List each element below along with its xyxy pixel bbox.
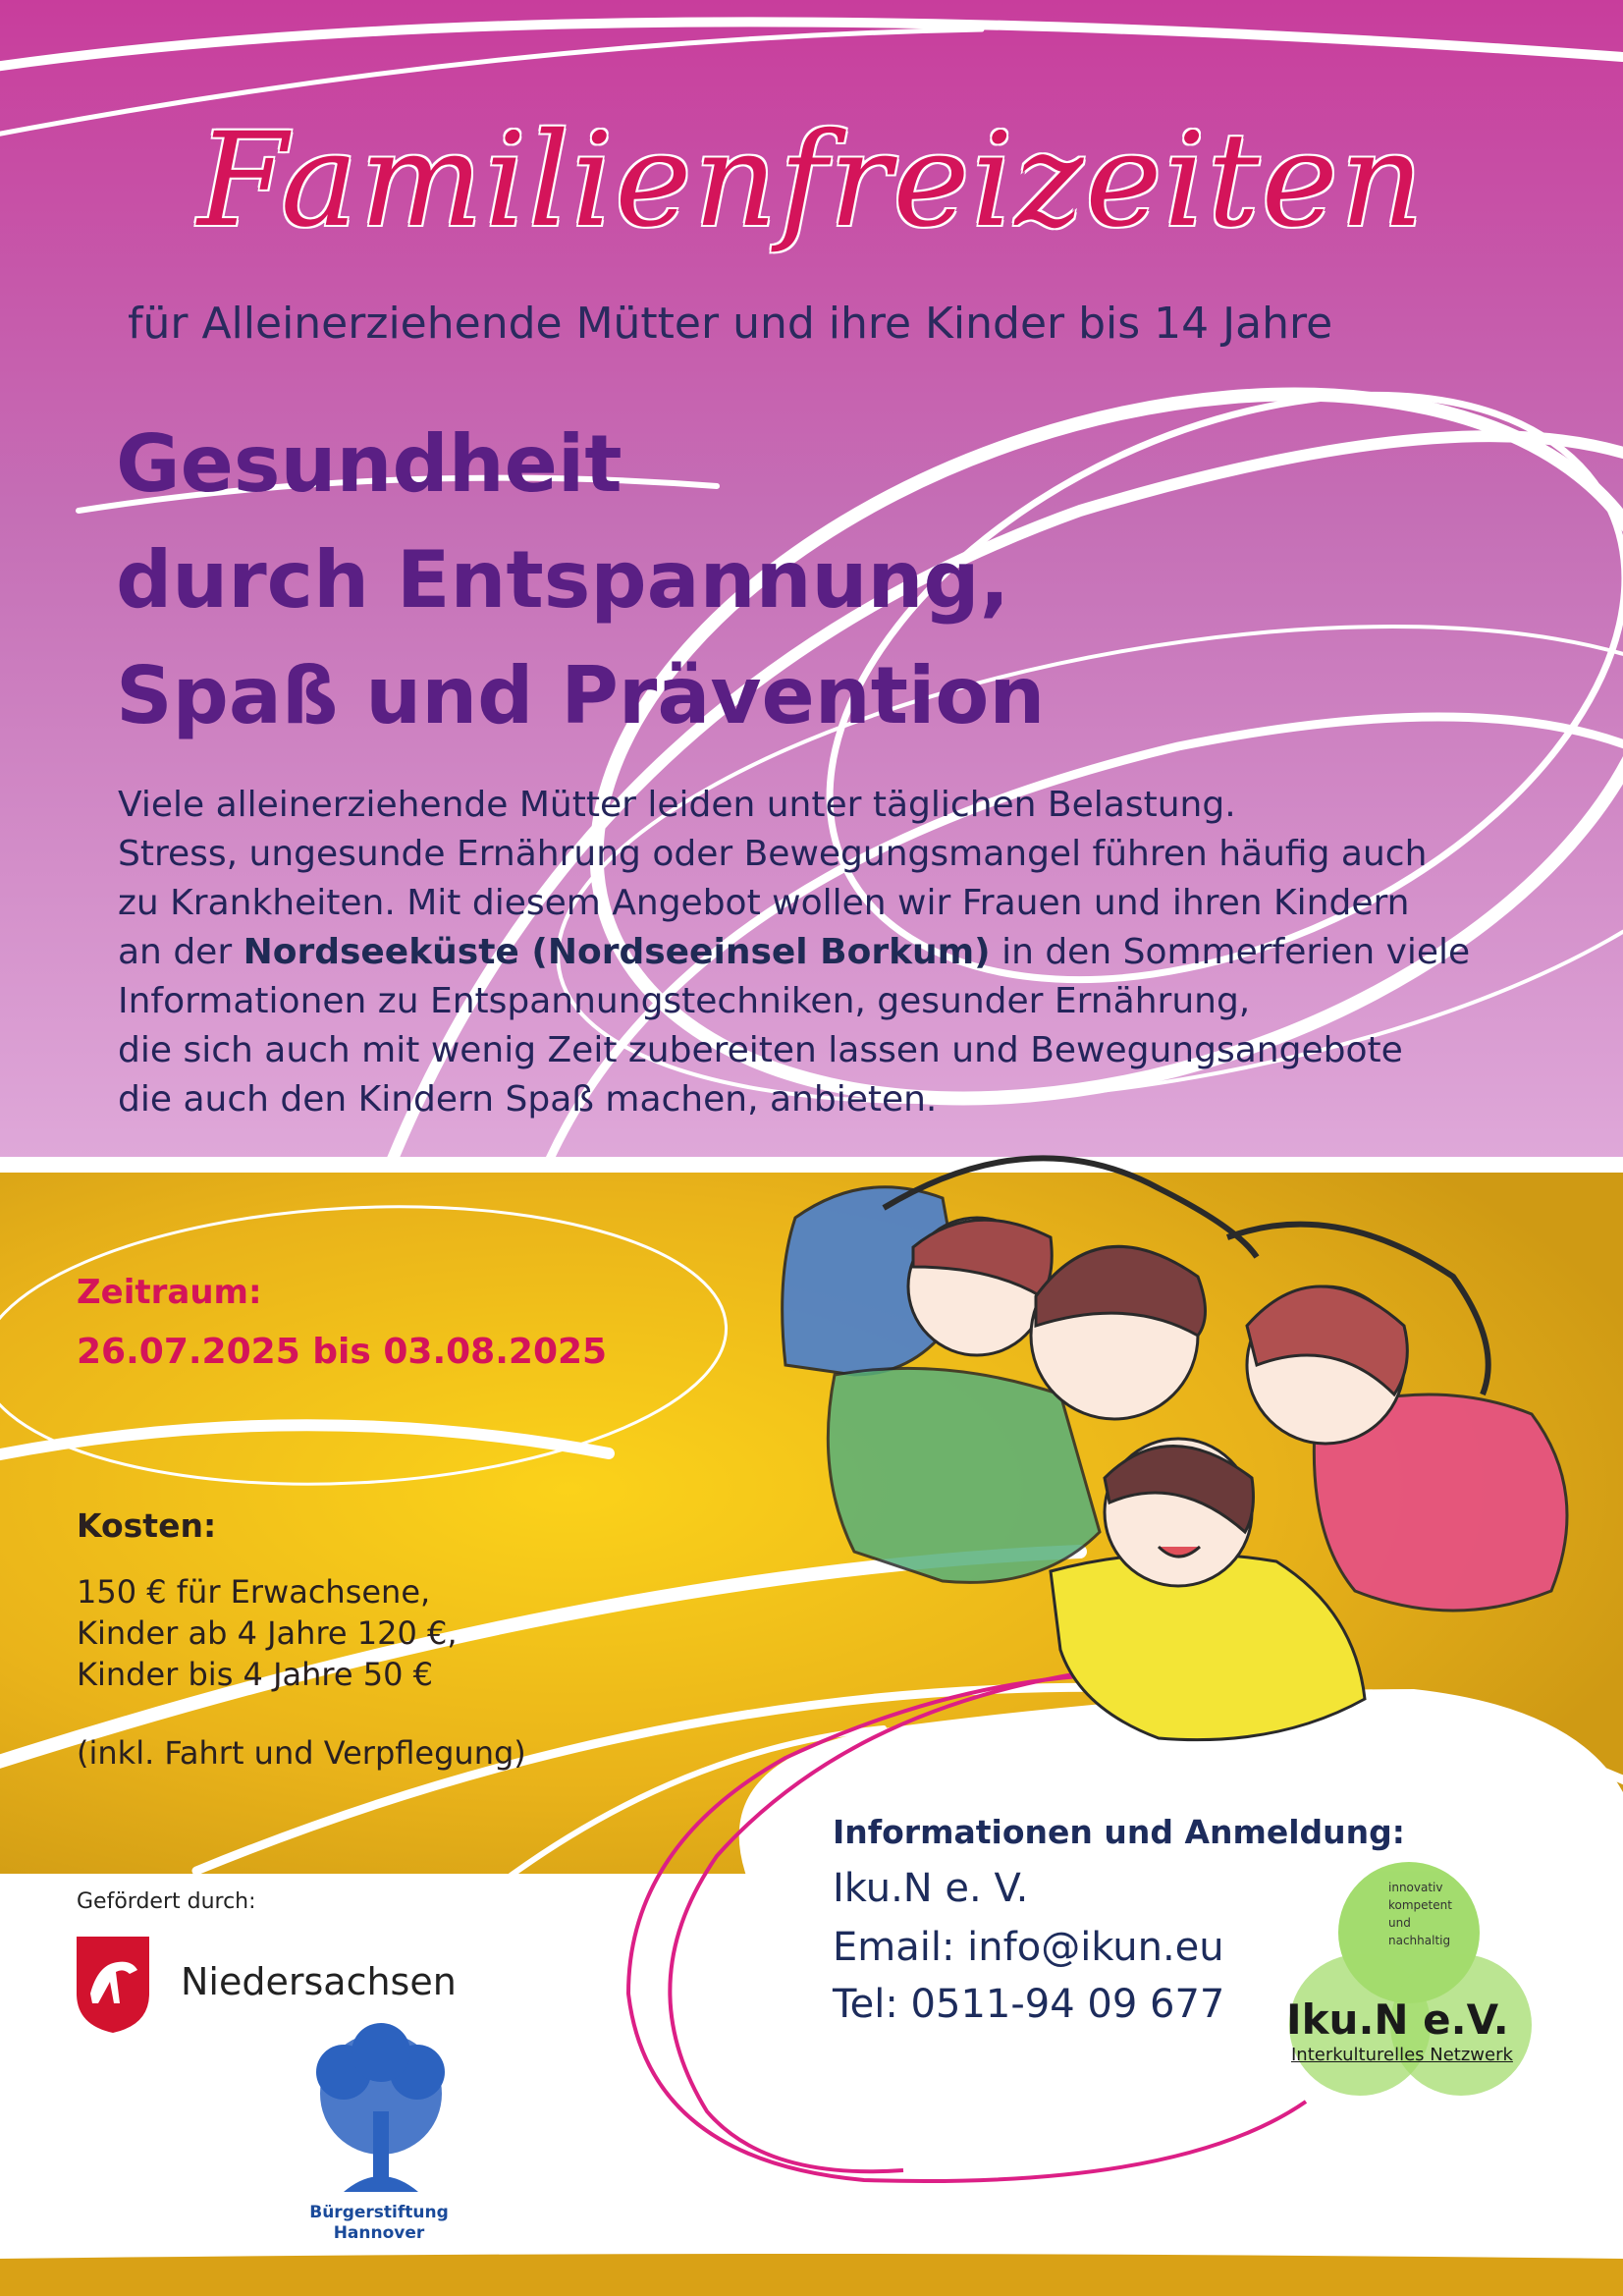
familienbund-logo-text: Familienbund der Katholiken [95, 2191, 207, 2219]
contact-label: Informationen und Anmeldung: [833, 1813, 1405, 1851]
intro-line: Informationen zu Entspannungstechniken, gesunder Ernährung, [118, 981, 1251, 1021]
green-shirt [828, 1368, 1100, 1582]
buergerstiftung-name: Bürgerstiftung [309, 2203, 449, 2222]
gold-footer-curve [0, 2254, 1623, 2296]
ikun-word-3: und [1388, 1916, 1411, 1930]
costs-label: Kosten: [77, 1506, 217, 1545]
headline-line-1: Gesundheit [116, 418, 622, 510]
intro-text: in den Sommerferien viele [990, 932, 1471, 972]
cost-note: (inkl. Fahrt und Verpflegung) [77, 1734, 526, 1772]
white-divider [0, 1157, 1623, 1175]
contact-email[interactable]: Email: info@ikun.eu [833, 1925, 1224, 1970]
buergerstiftung-logo-text [295, 2203, 463, 2244]
ikun-word-2: kompetent [1388, 1898, 1452, 1912]
contact-phone[interactable]: Tel: 0511-94 09 677 [833, 1982, 1225, 2027]
period-label: Zeitraum: [77, 1273, 262, 1312]
intro-line: Viele alleinerziehende Mütter leiden unter täglichen Belastung. [118, 785, 1236, 825]
intro-line: die sich auch mit wenig Zeit zubereiten lassen und Bewegungsangebote [118, 1030, 1403, 1070]
cost-kids-under-4: Kinder bis 4 Jahre 50 € [77, 1656, 433, 1693]
period-dates: 26.07.2025 bis 03.08.2025 [77, 1332, 608, 1372]
intro-line [118, 928, 1532, 977]
intro-paragraph [118, 781, 1532, 1124]
niedersachsen-crest [77, 1937, 149, 2033]
poster-title: Familienfreizeiten [197, 105, 1426, 256]
niedersachsen-logo-text: Niedersachsen [181, 1960, 457, 2003]
intro-line: Stress, ungesunde Ernährung oder Bewegungsmangel führen häufig auch [118, 834, 1428, 874]
location-highlight: Nordseeküste (Nordseeinsel Borkum) [243, 932, 991, 972]
headline-line-3: Spaß und Prävention [116, 650, 1046, 741]
cost-kids-over-4: Kinder ab 4 Jahre 120 €, [77, 1614, 458, 1652]
ikun-word-1: innovativ [1388, 1881, 1443, 1894]
buergerstiftung-city: Hannover [333, 2223, 425, 2243]
ikun-logo-tagline: Interkulturelles Netzwerk [1291, 2045, 1513, 2065]
intro-text: an der [118, 932, 243, 972]
intro-line: zu Krankheiten. Mit diesem Angebot wollen wir Frauen und ihren Kindern [118, 883, 1410, 923]
contact-org: Iku.N e. V. [833, 1866, 1029, 1911]
headline-line-2: durch Entspannung, [116, 534, 1010, 626]
intro-line: die auch den Kindern Spaß machen, anbieten. [118, 1079, 938, 1120]
ikun-word-4: nachhaltig [1388, 1934, 1451, 1947]
ikun-logo-name: Iku.N e.V. [1286, 1995, 1509, 2044]
poster-subtitle: für Alleinerziehende Mütter und ihre Kinder bis 14 Jahre [128, 299, 1333, 349]
headline [116, 407, 1196, 754]
cost-adults: 150 € für Erwachsene, [77, 1573, 431, 1611]
sponsors-label: Gefördert durch: [77, 1889, 256, 1914]
